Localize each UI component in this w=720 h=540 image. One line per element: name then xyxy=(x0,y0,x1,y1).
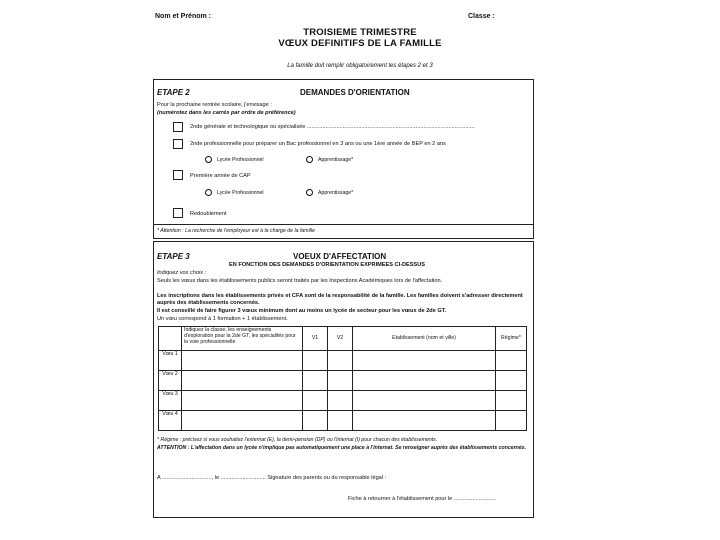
option-redoublement: Redoublement xyxy=(190,211,227,217)
voeu-label: Vœu 4 xyxy=(159,411,182,431)
table-header-row xyxy=(159,327,527,351)
v1-cell[interactable] xyxy=(303,371,328,391)
etape2-label: ETAPE 2 xyxy=(157,88,190,97)
table-header-cell: Régime* xyxy=(496,327,527,351)
class-cell[interactable] xyxy=(182,351,303,371)
v1-cell[interactable] xyxy=(303,411,328,431)
etape3-p2: Seuls les vœux dans les établissements publics seront traités par les Inspections Académiques lors de l'affectation. xyxy=(157,278,443,284)
option-cap: Première année de CAP xyxy=(190,173,251,179)
etablissement-cell[interactable] xyxy=(353,371,496,391)
option-2nde-gt: 2nde générale et technologique ou spécialisée ............................................................................................................ xyxy=(190,124,475,130)
etape3-title: VOEUX D'AFFECTATION xyxy=(293,252,387,261)
page-title-line2: VŒUX DEFINITIFS DE LA FAMILLE xyxy=(278,38,442,49)
class-cell[interactable] xyxy=(182,411,303,431)
etape3-p5: Un vœu correspond à 1 formation + 1 établissement. xyxy=(157,316,288,322)
table-header-cell xyxy=(159,327,182,351)
etablissement-cell[interactable] xyxy=(353,391,496,411)
return-date-line: Fiche à retourner à l'établissement pour le ........................... xyxy=(348,496,496,502)
regime-cell[interactable] xyxy=(496,371,527,391)
v2-cell[interactable] xyxy=(328,391,353,411)
voeu-label: Vœu 3 xyxy=(159,391,182,411)
option-2nde-pro: 2nde professionnelle pour préparer un Bac professionnel en 3 ans ou une 1ère année de BEP en 2 ans xyxy=(190,141,446,147)
etape3-p1: Indiquez vos choix : xyxy=(157,270,207,276)
radio-lycee-pro-2[interactable] xyxy=(205,189,212,196)
voeu-label: Vœu 1 xyxy=(159,351,182,371)
radio-apprentissage-2[interactable] xyxy=(306,189,313,196)
table-header-cell: V1 xyxy=(303,327,328,351)
radio-lycee-pro-2-label: Lycée Professionnel xyxy=(217,190,264,196)
table-header-cell: V2 xyxy=(328,327,353,351)
orientation-checkbox-4[interactable] xyxy=(173,208,183,218)
etape3-subtitle: EN FONCTION DES DEMANDES D'ORIENTATION EXPRIMEES CI-DESSUS xyxy=(229,262,425,268)
page-title-line1: TROISIEME TRIMESTRE xyxy=(303,27,417,38)
internat-warning: ATTENTION : L'affectation dans un lycée n'implique pas automatiquement une place à l'internat. Se renseigner auprès des établissements concernés. xyxy=(157,445,527,451)
name-label: Nom et Prénom : xyxy=(155,13,212,20)
etape2-intro1: Pour la prochaine rentrée scolaire, j'envisage : xyxy=(157,102,272,108)
etape3-label: ETAPE 3 xyxy=(157,252,190,261)
v1-cell[interactable] xyxy=(303,391,328,411)
table-row[interactable] xyxy=(159,411,527,431)
class-cell[interactable] xyxy=(182,391,303,411)
regime-cell[interactable] xyxy=(496,391,527,411)
orientation-checkbox-3[interactable] xyxy=(173,170,183,180)
etape2-footnote: * Attention : La recherche de l'employeur est à la charge de la famille xyxy=(157,228,315,234)
regime-cell[interactable] xyxy=(496,411,527,431)
table-row[interactable] xyxy=(159,391,527,411)
etape2-title: DEMANDES D'ORIENTATION xyxy=(300,88,410,97)
radio-apprentissage-1-label: Apprentissage* xyxy=(318,157,354,163)
v2-cell[interactable] xyxy=(328,351,353,371)
v2-cell[interactable] xyxy=(328,411,353,431)
table-row[interactable] xyxy=(159,371,527,391)
class-label: Classe : xyxy=(468,13,495,20)
class-cell[interactable] xyxy=(182,371,303,391)
etape3-p4: Il est conseillé de faire figurer 3 vœux minimum dont au moins un lycée de secteur pour les vœux de 2de GT. xyxy=(157,308,447,314)
etape3-p3: Les inscriptions dans les établissements privés et CFA sont de la responsabilité de la famille. Les familles doivent s'adresser directement auprès des établissements concernés. xyxy=(157,293,523,306)
voeux-table xyxy=(158,326,527,431)
instruction-note: La famille doit remplir obligatoirement les étapes 2 et 3 xyxy=(287,63,433,69)
v2-cell[interactable] xyxy=(328,371,353,391)
etape2-intro2: (numérotez dans les carrés par ordre de préférence) xyxy=(157,110,296,116)
table-header-cell: Etablissement (nom et ville) xyxy=(353,327,496,351)
orientation-checkbox-2[interactable] xyxy=(173,139,183,149)
v1-cell[interactable] xyxy=(303,351,328,371)
regime-cell[interactable] xyxy=(496,351,527,371)
orientation-checkbox-1[interactable] xyxy=(173,122,183,132)
table-header-cell: Indiquez la classe, les enseignements d'exploration pour la 2de GT, les spécialités pour la voie professionnelle xyxy=(182,327,303,351)
regime-footnote: * Régime : précisez si vous souhaitez l'externat (E), la demi-pension (DP) ou l'internat (I) pour chacun des établissements. xyxy=(157,437,438,443)
divider xyxy=(153,224,533,225)
radio-apprentissage-1[interactable] xyxy=(306,156,313,163)
radio-lycee-pro-1-label: Lycée Professionnel xyxy=(217,157,264,163)
radio-apprentissage-2-label: Apprentissage* xyxy=(318,190,354,196)
table-row[interactable] xyxy=(159,351,527,371)
etablissement-cell[interactable] xyxy=(353,411,496,431)
signature-line: A ................................, le ............................. Signature des parents ou du responsable légal : xyxy=(157,475,387,481)
radio-lycee-pro-1[interactable] xyxy=(205,156,212,163)
voeu-label: Vœu 2 xyxy=(159,371,182,391)
etablissement-cell[interactable] xyxy=(353,351,496,371)
